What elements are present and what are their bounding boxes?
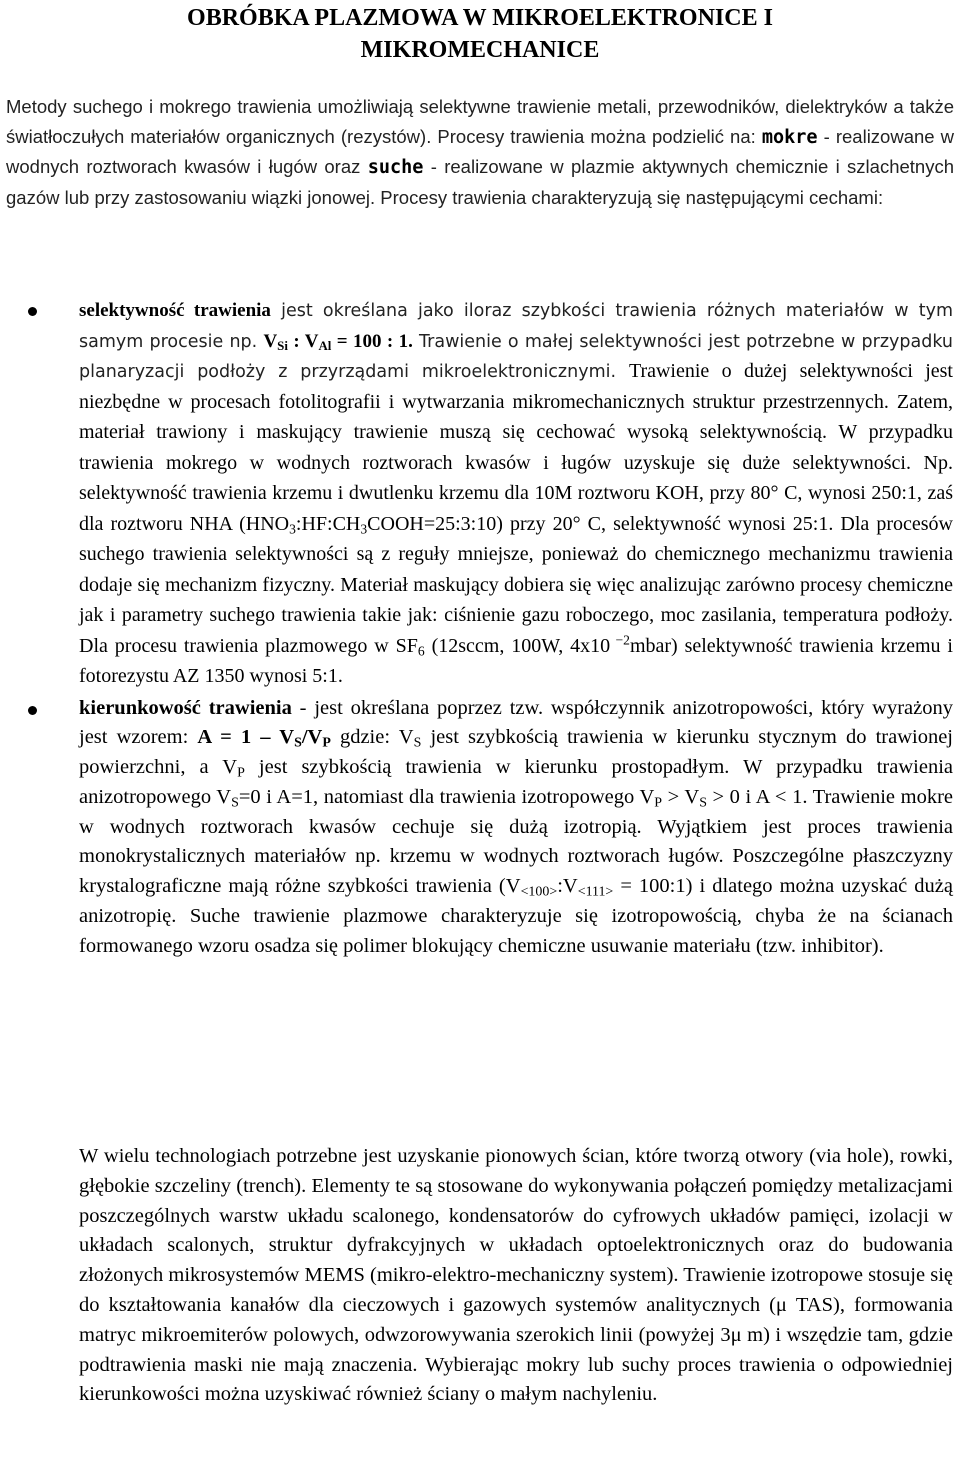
- closing-text-1: W wielu technologiach potrzebne jest uzyskanie pionowych ścian, które tworzą otwory (via hole), rowki, głębokie szczeliny (trench). Elementy te są stosowane do wykonywania połączeń pomiędzy metalizacjami poszczególnych warstw układu scalonego, kondensatorów do cyfrowych układów pamięci, izolacji w układach scalonych, struktur dyfrakcyjnych w układach optoelektronicznych oraz do budowania złożonych mikrosystemów MEMS (mikro-elektro-mechaniczny system). Trawienie izotropowe stosuje się do kształtowania kanałów dla cieczowych i gazowych systemów analitycznych (: [79, 1145, 953, 1316]
- selectivity-text-1: jest określana jako iloraz szybkości trawienia różnych materiałów w tym samym procesie np.: [79, 301, 953, 352]
- list-item-directionality: kierunkowość trawienia - jest określana poprzez tzw. współczynnik anizotropowości, który wyrażony jest wzorem: $A = 1 - V_S/V_P$ gdzie: $V_S$ jest szybkością trawienia w kierunku stycznym do trawionej powierzchni, a $V_P$ jest szybkością trawienia w kierunku prostopadłym. W przypadku trawienia anizotropowego $V_S=0$ i A=1, natomiast dla trawienia izotropowego $V_P > V_S > 0$ i A < 1. Trawienie mokre w wodnych roztworach kwasów cechuje się dużą izotropią. Wyjątkiem jest proces trawienia monokrystalicznych materiałów np. krzemu w wodnych roztworach ługów. Poszczególne płaszczyzny krystalograficzne mają różne szybkości trawienia ($V_{<100>}:V_{<111>}$ = 100:1) i dlatego można uzyskać dużą anizotropię. Suche trawienie plazmowe charakteryzuje się izotropowością, chyba że na ścianach formowanego wzoru osadza się polimer blokujący chemiczne usuwanie materiału (tzw. inhibitor).: [0, 694, 953, 962]
- closing-text-2: TAS), formowania matryc mikroemiterów polowych, odwzorowywania szerokich linii (powyżej 3: [79, 1293, 953, 1346]
- directionality-text-1: - jest określana poprzez tzw. współczynnik anizotropowości, który wyrażony jest wzorem:: [79, 696, 954, 749]
- intro-text-2: - realizowane w wodnych roztworach kwasów i ługów oraz: [6, 125, 954, 177]
- mu-symbol: μ: [775, 1293, 787, 1316]
- intro-paragraph: [6, 92, 954, 212]
- closing-text-3: m) i wszędzie tam, gdzie podtrawienia maski nie mają znaczenia. Wybierając mokry lub suchy proces trawienia o odpowiedniej kierunkowości można uzyskiwać również ściany o małym nachyleniu.: [79, 1323, 954, 1406]
- term-mokre: mokre: [761, 126, 818, 148]
- anisotropy-formula: $A = 1 - V_S/V_P$: [197, 726, 331, 751]
- intro-text-1: Metody suchego i mokrego trawienia umożliwiają selektywne trawienie metali, przewodników, dielektryków a także światłoczułych materiałów organicznych (rezystów). Procesy trawienia można podzielić na:: [6, 96, 954, 147]
- mu-symbol: μ: [730, 1323, 742, 1346]
- list-item-selectivity: [0, 296, 953, 693]
- bullet-dot-icon: [28, 307, 37, 316]
- selectivity-text-3: Trawienie o dużej selektywności jest niezbędne w procesach fotolitografii i wytwarzania mikromechanicznych struktur przestrzennych. Zatem, materiał trawiony i maskujący trawienie muszą się cechować wysoką selektywnością. W przypadku trawienia mokrego w wodnych roztworach kwasów i ługów uzyskuje się duże selektywności. Np. selektywność trawienia krzemu i dwutlenku krzemu dla 10M roztworu KOH, przy 80° C, wynosi 250:1, zaś dla roztworu NHA $(HNO_3:HF:CH_3COOH=25:3:10)$ przy 20° C, selektywność wynosi 25:1. Dla procesów suchego trawienia selektywności są z reguły mniejsze, ponieważ do chemicznego mechanizmu trawienia dodaje się mechanizm fizyczny. Materiał maskujący dobiera się więc analizując zarówno procesy chemiczne jak i parametry suchego trawienia takie jak: ciśnienie gazu roboczego, moc zasilania, temperatura podłoży. Dla procesu trawienia plazmowego w $SF_6$ (12sccm, 100W, 4x10 $^{-2}$mbar) selektywność trawienia krzemu i fotorezystu AZ 1350 wynosi 5:1.: [79, 360, 953, 687]
- selectivity-formula: $V_{Si}$ : $V_{Al} = 100$ : 1.: [263, 330, 413, 353]
- title-line-2: MIKROMECHANICE: [360, 37, 600, 63]
- term-selectivity: selektywność trawienia: [79, 300, 271, 321]
- page-title: [60, 2, 900, 66]
- selectivity-text-2: Trawienie o małej selektywności jest potrzebne w przypadku planaryzacji podłoży z przyrządami mikroelektronicznymi.: [79, 331, 954, 382]
- bullet-dot-icon: [28, 706, 37, 715]
- title-line-1: OBRÓBKA PLAZMOWA W MIKROELEKTRONICE I: [187, 5, 773, 31]
- term-directionality: kierunkowość trawienia: [79, 696, 292, 719]
- term-suche: suche: [367, 157, 424, 178]
- feature-list: [0, 296, 960, 962]
- intro-text-3: - realizowane w plazmie aktywnych chemicznie i szlachetnych gazów lub przy zastosowaniu wiązki jonowej. Procesy trawienia charakteryzują się następującymi cechami:: [6, 156, 954, 208]
- closing-paragraph: [79, 1142, 953, 1410]
